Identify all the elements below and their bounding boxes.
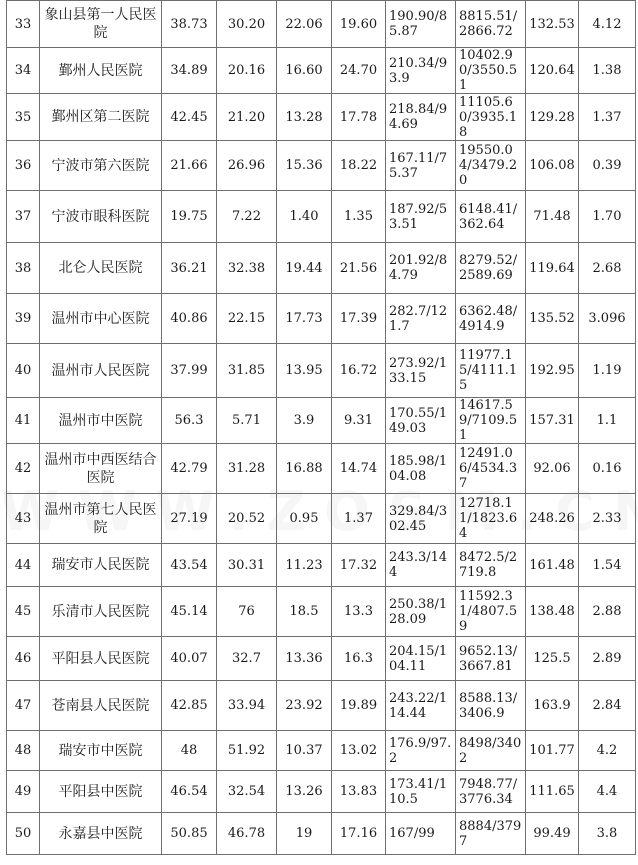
hospital-name: 瑞安市人民医院 bbox=[40, 544, 162, 587]
table-row bbox=[7, 243, 636, 294]
value-col-6: 9652.13/3667.81 bbox=[456, 637, 526, 681]
value-col-7: 106.08 bbox=[526, 141, 579, 191]
value-col-4: 17.78 bbox=[332, 94, 386, 141]
value-col-2: 51.92 bbox=[217, 731, 277, 771]
value-col-1: 40.07 bbox=[162, 637, 217, 681]
value-col-7: 119.64 bbox=[526, 243, 579, 294]
value-col-2: 31.85 bbox=[217, 344, 277, 398]
value-col-6: 8472.5/2719.8 bbox=[456, 544, 526, 587]
value-col-4: 17.16 bbox=[332, 813, 386, 855]
value-col-1: 34.89 bbox=[162, 48, 217, 94]
value-col-3: 19 bbox=[277, 813, 332, 855]
value-col-2: 22.15 bbox=[217, 294, 277, 344]
value-col-8: 2.68 bbox=[579, 243, 636, 294]
hospital-name: 温州市人民医院 bbox=[40, 344, 162, 398]
row-number: 45 bbox=[7, 587, 40, 637]
value-col-6: 12491.06/4534.37 bbox=[456, 444, 526, 494]
value-col-1: 42.45 bbox=[162, 94, 217, 141]
table-row bbox=[7, 731, 636, 771]
hospital-name: 苍南县人民医院 bbox=[40, 681, 162, 731]
value-col-3: 16.88 bbox=[277, 444, 332, 494]
value-col-3: 23.92 bbox=[277, 681, 332, 731]
table-row bbox=[7, 544, 636, 587]
value-col-7: 163.9 bbox=[526, 681, 579, 731]
value-col-8: 2.33 bbox=[579, 494, 636, 544]
value-col-3: 18.5 bbox=[277, 587, 332, 637]
value-col-2: 30.20 bbox=[217, 1, 277, 48]
value-col-3: 16.60 bbox=[277, 48, 332, 94]
value-col-4: 16.72 bbox=[332, 344, 386, 398]
value-col-1: 45.14 bbox=[162, 587, 217, 637]
value-col-7: 120.64 bbox=[526, 48, 579, 94]
row-number: 41 bbox=[7, 398, 40, 444]
table-row bbox=[7, 94, 636, 141]
row-number: 40 bbox=[7, 344, 40, 398]
hospital-name: 温州市中西医结合医院 bbox=[40, 444, 162, 494]
value-col-7: 132.53 bbox=[526, 1, 579, 48]
table-row bbox=[7, 1, 636, 48]
value-col-7: 135.52 bbox=[526, 294, 579, 344]
value-col-7: 129.28 bbox=[526, 94, 579, 141]
value-col-2: 5.71 bbox=[217, 398, 277, 444]
value-col-6: 11105.60/3935.18 bbox=[456, 94, 526, 141]
value-col-6: 6148.41/362.64 bbox=[456, 191, 526, 243]
row-number: 36 bbox=[7, 141, 40, 191]
table-row bbox=[7, 141, 636, 191]
value-col-6: 8815.51/2866.72 bbox=[456, 1, 526, 48]
value-col-6: 19550.04/3479.20 bbox=[456, 141, 526, 191]
table-row bbox=[7, 771, 636, 813]
value-col-2: 20.52 bbox=[217, 494, 277, 544]
value-col-4: 19.89 bbox=[332, 681, 386, 731]
value-col-6: 7948.77/3776.34 bbox=[456, 771, 526, 813]
value-col-2: 31.28 bbox=[217, 444, 277, 494]
value-col-5: 218.84/94.69 bbox=[386, 94, 456, 141]
value-col-5: 201.92/84.79 bbox=[386, 243, 456, 294]
value-col-1: 37.99 bbox=[162, 344, 217, 398]
value-col-4: 13.02 bbox=[332, 731, 386, 771]
value-col-5: 250.38/128.09 bbox=[386, 587, 456, 637]
value-col-7: 138.48 bbox=[526, 587, 579, 637]
value-col-3: 1.40 bbox=[277, 191, 332, 243]
row-number: 43 bbox=[7, 494, 40, 544]
value-col-4: 9.31 bbox=[332, 398, 386, 444]
value-col-8: 3.096 bbox=[579, 294, 636, 344]
value-col-2: 32.38 bbox=[217, 243, 277, 294]
value-col-5: 243.22/114.44 bbox=[386, 681, 456, 731]
value-col-3: 13.36 bbox=[277, 637, 332, 681]
row-number: 35 bbox=[7, 94, 40, 141]
value-col-6: 8884/3797 bbox=[456, 813, 526, 855]
value-col-7: 101.77 bbox=[526, 731, 579, 771]
hospital-name: 象山县第一人民医院 bbox=[40, 1, 162, 48]
hospital-name: 平阳县中医院 bbox=[40, 771, 162, 813]
value-col-8: 1.70 bbox=[579, 191, 636, 243]
value-col-5: 273.92/133.15 bbox=[386, 344, 456, 398]
value-col-3: 13.28 bbox=[277, 94, 332, 141]
value-col-5: 167.11/75.37 bbox=[386, 141, 456, 191]
value-col-3: 13.26 bbox=[277, 771, 332, 813]
value-col-5: 204.15/104.11 bbox=[386, 637, 456, 681]
value-col-2: 30.31 bbox=[217, 544, 277, 587]
table-row bbox=[7, 494, 636, 544]
table-row bbox=[7, 587, 636, 637]
hospital-name: 温州市第七人民医院 bbox=[40, 494, 162, 544]
value-col-6: 8588.13/3406.9 bbox=[456, 681, 526, 731]
hospital-data-table bbox=[6, 0, 636, 855]
hospital-name: 宁波市眼科医院 bbox=[40, 191, 162, 243]
row-number: 49 bbox=[7, 771, 40, 813]
value-col-4: 19.60 bbox=[332, 1, 386, 48]
value-col-1: 19.75 bbox=[162, 191, 217, 243]
value-col-2: 21.20 bbox=[217, 94, 277, 141]
hospital-name: 永嘉县中医院 bbox=[40, 813, 162, 855]
value-col-3: 11.23 bbox=[277, 544, 332, 587]
hospital-name: 温州市中医院 bbox=[40, 398, 162, 444]
value-col-2: 32.54 bbox=[217, 771, 277, 813]
value-col-3: 10.37 bbox=[277, 731, 332, 771]
value-col-6: 12718.11/1823.64 bbox=[456, 494, 526, 544]
value-col-2: 26.96 bbox=[217, 141, 277, 191]
value-col-8: 0.16 bbox=[579, 444, 636, 494]
value-col-4: 24.70 bbox=[332, 48, 386, 94]
table-row bbox=[7, 681, 636, 731]
value-col-8: 3.8 bbox=[579, 813, 636, 855]
table-row bbox=[7, 191, 636, 243]
row-number: 37 bbox=[7, 191, 40, 243]
value-col-2: 20.16 bbox=[217, 48, 277, 94]
row-number: 39 bbox=[7, 294, 40, 344]
hospital-name: 宁波市第六医院 bbox=[40, 141, 162, 191]
table-row bbox=[7, 48, 636, 94]
row-number: 42 bbox=[7, 444, 40, 494]
hospital-name: 温州市中心医院 bbox=[40, 294, 162, 344]
value-col-6: 11592.31/4807.59 bbox=[456, 587, 526, 637]
value-col-8: 2.88 bbox=[579, 587, 636, 637]
row-number: 44 bbox=[7, 544, 40, 587]
value-col-5: 173.41/110.5 bbox=[386, 771, 456, 813]
value-col-3: 17.73 bbox=[277, 294, 332, 344]
hospital-name: 乐清市人民医院 bbox=[40, 587, 162, 637]
value-col-8: 1.38 bbox=[579, 48, 636, 94]
value-col-4: 1.35 bbox=[332, 191, 386, 243]
value-col-8: 4.2 bbox=[579, 731, 636, 771]
value-col-5: 282.7/121.7 bbox=[386, 294, 456, 344]
table-row bbox=[7, 813, 636, 855]
value-col-8: 1.1 bbox=[579, 398, 636, 444]
value-col-1: 21.66 bbox=[162, 141, 217, 191]
value-col-1: 42.79 bbox=[162, 444, 217, 494]
value-col-1: 38.73 bbox=[162, 1, 217, 48]
row-number: 46 bbox=[7, 637, 40, 681]
value-col-1: 27.19 bbox=[162, 494, 217, 544]
value-col-3: 19.44 bbox=[277, 243, 332, 294]
value-col-1: 36.21 bbox=[162, 243, 217, 294]
value-col-5: 185.98/104.08 bbox=[386, 444, 456, 494]
value-col-1: 48 bbox=[162, 731, 217, 771]
row-number: 34 bbox=[7, 48, 40, 94]
value-col-5: 167/99 bbox=[386, 813, 456, 855]
table-body bbox=[7, 1, 636, 855]
value-col-7: 161.48 bbox=[526, 544, 579, 587]
table-row bbox=[7, 637, 636, 681]
value-col-6: 8279.52/2589.69 bbox=[456, 243, 526, 294]
value-col-7: 192.95 bbox=[526, 344, 579, 398]
value-col-8: 1.19 bbox=[579, 344, 636, 398]
value-col-4: 16.3 bbox=[332, 637, 386, 681]
value-col-4: 1.37 bbox=[332, 494, 386, 544]
value-col-8: 0.39 bbox=[579, 141, 636, 191]
table-row bbox=[7, 444, 636, 494]
value-col-3: 13.95 bbox=[277, 344, 332, 398]
hospital-name: 北仑人民医院 bbox=[40, 243, 162, 294]
value-col-5: 170.55/149.03 bbox=[386, 398, 456, 444]
table-row bbox=[7, 344, 636, 398]
value-col-5: 176.9/97.2 bbox=[386, 731, 456, 771]
value-col-7: 92.06 bbox=[526, 444, 579, 494]
value-col-8: 2.84 bbox=[579, 681, 636, 731]
value-col-4: 17.39 bbox=[332, 294, 386, 344]
value-col-8: 4.12 bbox=[579, 1, 636, 48]
value-col-7: 125.5 bbox=[526, 637, 579, 681]
value-col-3: 3.9 bbox=[277, 398, 332, 444]
value-col-3: 0.95 bbox=[277, 494, 332, 544]
value-col-7: 248.26 bbox=[526, 494, 579, 544]
value-col-8: 2.89 bbox=[579, 637, 636, 681]
value-col-6: 10402.90/3550.51 bbox=[456, 48, 526, 94]
value-col-1: 42.85 bbox=[162, 681, 217, 731]
value-col-5: 187.92/53.51 bbox=[386, 191, 456, 243]
row-number: 38 bbox=[7, 243, 40, 294]
value-col-7: 157.31 bbox=[526, 398, 579, 444]
value-col-1: 40.86 bbox=[162, 294, 217, 344]
value-col-4: 14.74 bbox=[332, 444, 386, 494]
value-col-6: 8498/3402 bbox=[456, 731, 526, 771]
value-col-6: 14617.59/7109.51 bbox=[456, 398, 526, 444]
value-col-5: 210.34/93.9 bbox=[386, 48, 456, 94]
value-col-2: 7.22 bbox=[217, 191, 277, 243]
row-number: 47 bbox=[7, 681, 40, 731]
table-row bbox=[7, 294, 636, 344]
value-col-4: 13.83 bbox=[332, 771, 386, 813]
value-col-1: 50.85 bbox=[162, 813, 217, 855]
value-col-6: 11977.15/4111.15 bbox=[456, 344, 526, 398]
value-col-7: 99.49 bbox=[526, 813, 579, 855]
value-col-8: 1.54 bbox=[579, 544, 636, 587]
value-col-4: 13.3 bbox=[332, 587, 386, 637]
value-col-4: 17.32 bbox=[332, 544, 386, 587]
row-number: 50 bbox=[7, 813, 40, 855]
row-number: 48 bbox=[7, 731, 40, 771]
value-col-1: 43.54 bbox=[162, 544, 217, 587]
value-col-1: 46.54 bbox=[162, 771, 217, 813]
table-row bbox=[7, 398, 636, 444]
value-col-2: 46.78 bbox=[217, 813, 277, 855]
value-col-2: 33.94 bbox=[217, 681, 277, 731]
value-col-5: 243.3/144 bbox=[386, 544, 456, 587]
hospital-name: 瑞安市中医院 bbox=[40, 731, 162, 771]
value-col-4: 21.56 bbox=[332, 243, 386, 294]
hospital-name: 鄞州人民医院 bbox=[40, 48, 162, 94]
value-col-4: 18.22 bbox=[332, 141, 386, 191]
value-col-8: 4.4 bbox=[579, 771, 636, 813]
value-col-1: 56.3 bbox=[162, 398, 217, 444]
value-col-6: 6362.48/4914.9 bbox=[456, 294, 526, 344]
value-col-3: 15.36 bbox=[277, 141, 332, 191]
row-number: 33 bbox=[7, 1, 40, 48]
hospital-name: 鄞州区第二医院 bbox=[40, 94, 162, 141]
value-col-2: 76 bbox=[217, 587, 277, 637]
value-col-2: 32.7 bbox=[217, 637, 277, 681]
value-col-7: 71.48 bbox=[526, 191, 579, 243]
value-col-5: 329.84/302.45 bbox=[386, 494, 456, 544]
value-col-7: 111.65 bbox=[526, 771, 579, 813]
hospital-name: 平阳县人民医院 bbox=[40, 637, 162, 681]
value-col-5: 190.90/85.87 bbox=[386, 1, 456, 48]
value-col-8: 1.37 bbox=[579, 94, 636, 141]
value-col-3: 22.06 bbox=[277, 1, 332, 48]
